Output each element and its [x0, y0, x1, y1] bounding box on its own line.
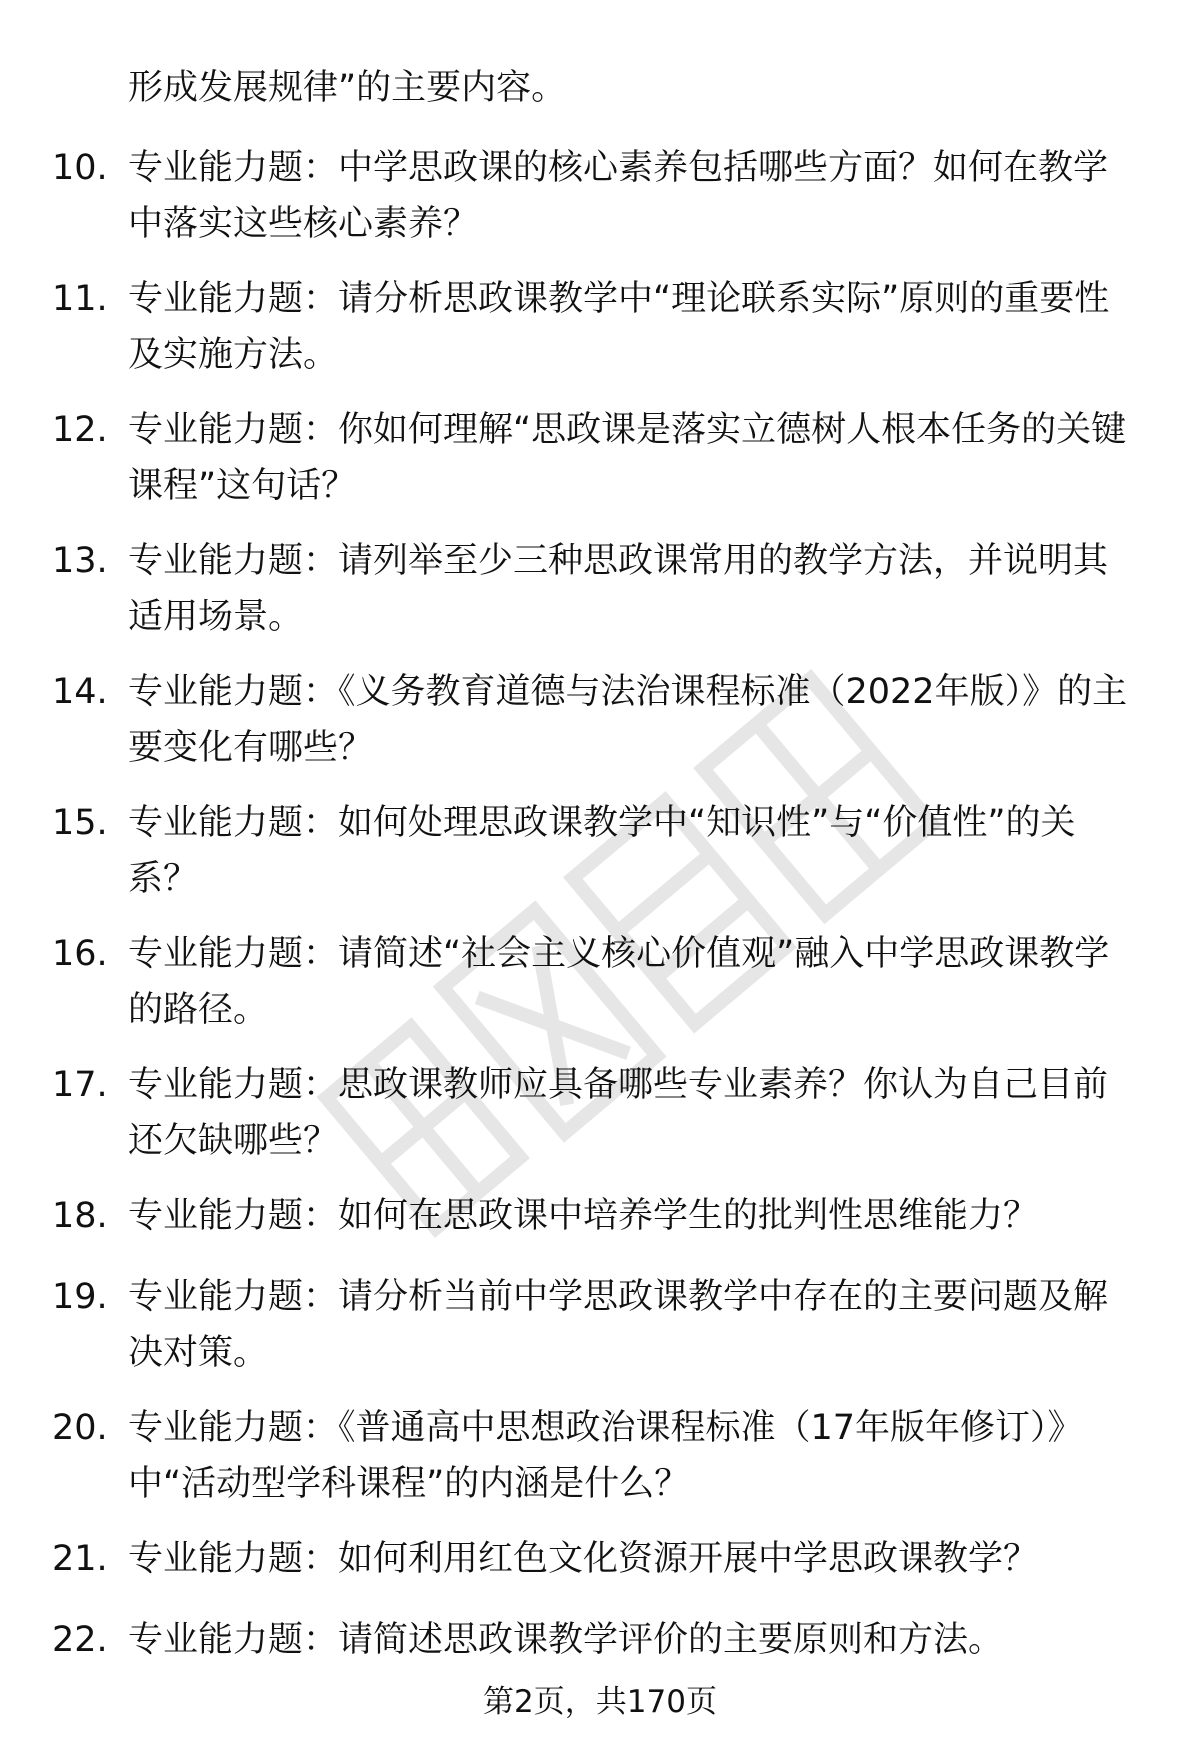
list-item — [0, 664, 1200, 795]
list-item — [0, 926, 1200, 1057]
list-item — [0, 140, 1200, 271]
question-number: 20. — [52, 1408, 108, 1448]
question-number: 10. — [52, 148, 108, 188]
question-text: 专业能力题：请分析当前中学思政课教学中存在的主要问题及解决对策。 — [128, 1277, 1109, 1373]
question-number: 18. — [52, 1196, 108, 1236]
question-text: 专业能力题：你如何理解“思政课是落实立德树人根本任务的关键课程”这句话？ — [128, 410, 1127, 506]
question-number: 13. — [52, 541, 108, 581]
question-text: 专业能力题：如何在思政课中培养学生的批判性思维能力？ — [128, 1196, 1039, 1236]
question-number: 19. — [52, 1277, 108, 1317]
list-item — [0, 1188, 1200, 1269]
question-text: 专业能力题：《普通高中思想政治课程标准（17年版年修订）》中“活动型学科课程”的内涵是什么？ — [128, 1408, 1083, 1504]
question-number: 12. — [52, 410, 108, 450]
list-item — [0, 271, 1200, 402]
list-item — [0, 1400, 1200, 1531]
question-text: 专业能力题：请简述思政课教学评价的主要原则和方法。 — [128, 1620, 1004, 1660]
question-text: 专业能力题：请分析思政课教学中“理论联系实际”原则的重要性及实施方法。 — [128, 279, 1110, 375]
question-number: 16. — [52, 934, 108, 974]
question-text: 专业能力题：如何利用红色文化资源开展中学思政课教学？ — [128, 1539, 1039, 1579]
question-number: 14. — [52, 672, 108, 712]
question-number: 21. — [52, 1539, 108, 1579]
question-number: 17. — [52, 1065, 108, 1105]
list-item — [0, 1531, 1200, 1612]
question-text: 专业能力题：如何处理思政课教学中“知识性”与“价值性”的关系？ — [128, 803, 1076, 899]
page-footer: 第2页，共170页 — [483, 1684, 717, 1720]
list-item — [0, 1057, 1200, 1188]
question-text: 专业能力题：思政课教师应具备哪些专业素养？你认为自己目前还欠缺哪些？ — [128, 1065, 1109, 1161]
list-item — [0, 1269, 1200, 1400]
question-number: 11. — [52, 279, 108, 319]
question-text: 专业能力题：中学思政课的核心素养包括哪些方面？如何在教学中落实这些核心素养？ — [128, 148, 1109, 244]
question-text: 专业能力题：《义务教育道德与法治课程标准（2022年版）》的主要变化有哪些？ — [128, 672, 1128, 768]
question-number: 15. — [52, 803, 108, 843]
question-number: 22. — [52, 1620, 108, 1660]
continuation-text: 形成发展规律”的主要内容。 — [128, 68, 567, 108]
question-text: 专业能力题：请列举至少三种思政课常用的教学方法，并说明其适用场景。 — [128, 541, 1109, 637]
question-text: 专业能力题：请简述“社会主义核心价值观”融入中学思政课教学的路径。 — [128, 934, 1110, 1030]
question-list — [0, 140, 1200, 1693]
list-item — [0, 795, 1200, 926]
list-item — [0, 402, 1200, 533]
list-item — [0, 533, 1200, 664]
